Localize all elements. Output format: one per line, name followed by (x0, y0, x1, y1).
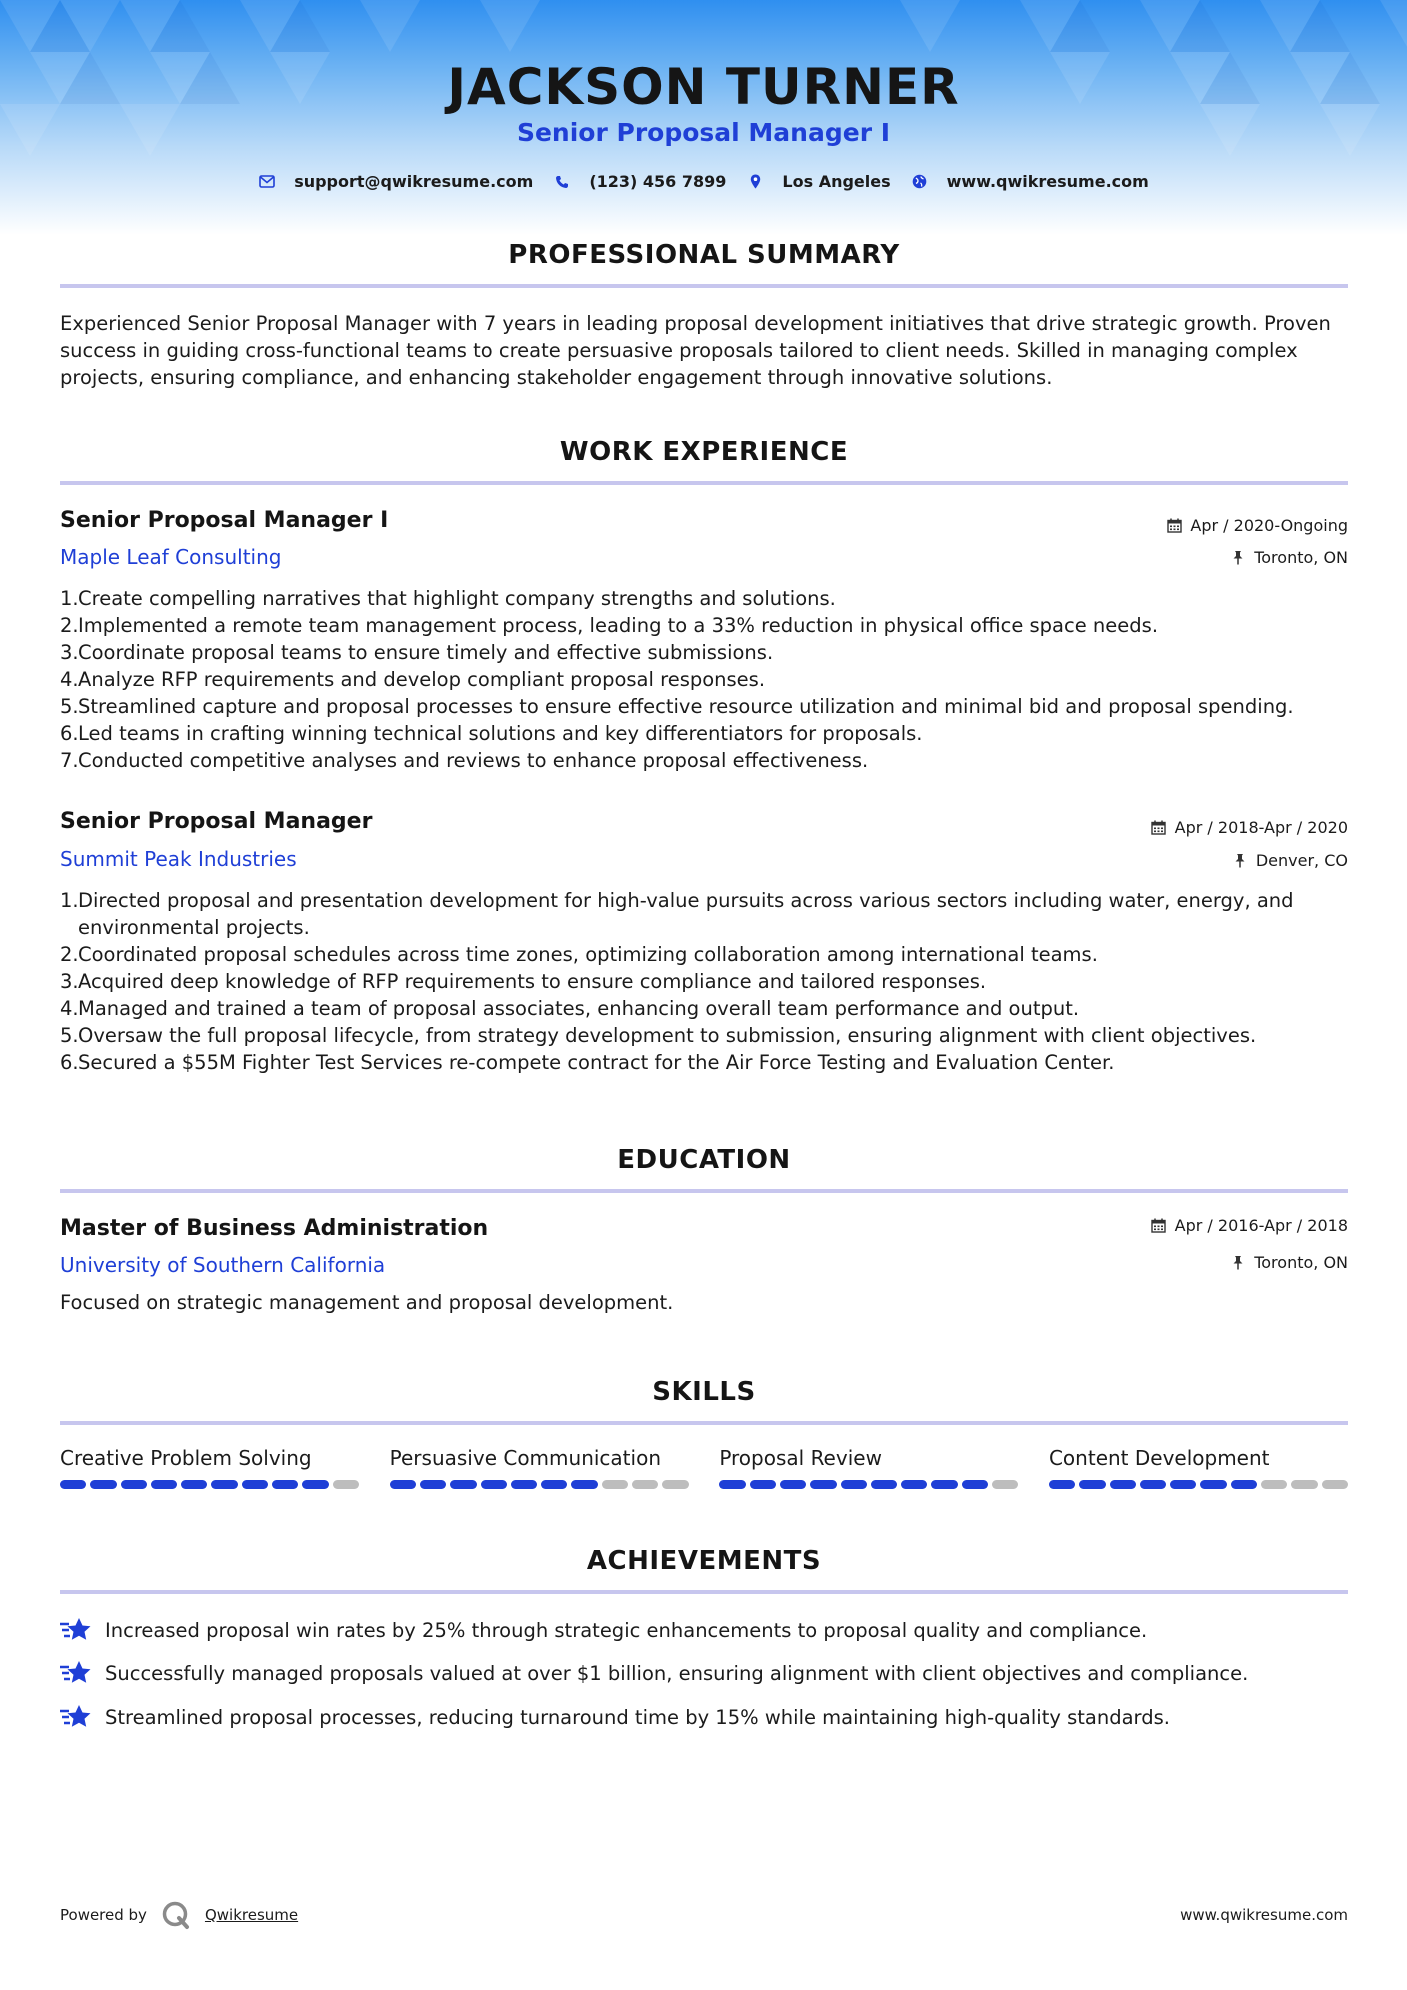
achievement-item (60, 1659, 1350, 1687)
skill-dot (60, 1480, 86, 1489)
contact-location (746, 172, 890, 191)
skill-rating (60, 1480, 359, 1489)
experience-heading: WORK EXPERIENCE (559, 437, 849, 467)
skill-dot (302, 1480, 328, 1489)
list-item: 4. Analyze RFP requirements and develop compliant proposal responses. (60, 668, 766, 691)
skill-dot (211, 1480, 237, 1489)
skill-dot (841, 1480, 867, 1489)
skill-name: Proposal Review (719, 1446, 882, 1470)
education-dates-text: Apr / 2016-Apr / 2018 (1174, 1216, 1348, 1235)
list-item: 2. Implemented a remote team management process, leading to a 33% reduction in physical office space needs. (60, 614, 1159, 637)
skill-name: Content Development (1048, 1446, 1270, 1470)
list-item: 1. Create compelling narratives that highlight company strengths and solutions. (60, 587, 836, 610)
achievements-heading: ACHIEVEMENTS (586, 1546, 822, 1576)
skill-dot (871, 1480, 897, 1489)
skill-dot (602, 1480, 628, 1489)
skill-dot (810, 1480, 836, 1489)
list-item: 5. Streamlined capture and proposal processes to ensure effective resource utilization and minimal bid and proposal spending. (60, 695, 1294, 718)
education-dates (1151, 1216, 1348, 1235)
pushpin-icon (1230, 1255, 1246, 1271)
list-item: 7. Conducted competitive analyses and reviews to enhance proposal effectiveness. (60, 749, 869, 772)
qwikresume-link[interactable]: Qwikresume (204, 1906, 299, 1924)
job-1-company: Maple Leaf Consulting (60, 545, 282, 569)
job-2-location-text: Denver, CO (1255, 851, 1348, 870)
achievement-text: Increased proposal win rates by 25% through strategic enhancements to proposal quality and compliance. (105, 1618, 1148, 1642)
list-item: 6. Secured a $55M Fighter Test Services re-compete contract for the Air Force Testing and Evaluation Center. (60, 1051, 1115, 1074)
skills-list (60, 1446, 1348, 1489)
skill-name: Persuasive Communication (389, 1446, 661, 1470)
contact-bar (0, 172, 1407, 191)
skill-dot (390, 1480, 416, 1489)
skill-dot (901, 1480, 927, 1489)
skill-dot (242, 1480, 268, 1489)
skill-dot (992, 1480, 1018, 1489)
skill-dot (272, 1480, 298, 1489)
skill-dot (1231, 1480, 1257, 1489)
skill-item (390, 1446, 689, 1489)
calendar-icon (1166, 518, 1182, 534)
contact-phone-text: (123) 456 7899 (589, 172, 727, 191)
skill-dot (1261, 1480, 1287, 1489)
summary-divider (60, 284, 1348, 288)
calendar-icon (1151, 820, 1167, 836)
skill-item (719, 1446, 1018, 1489)
pushpin-icon (1230, 550, 1246, 566)
skill-dot (450, 1480, 476, 1489)
skill-dot (420, 1480, 446, 1489)
skill-dot (121, 1480, 147, 1489)
skill-dot (1170, 1480, 1196, 1489)
skill-dot (90, 1480, 116, 1489)
list-item: 3. Acquired deep knowledge of RFP requirements to ensure compliance and tailored responses. (60, 970, 987, 993)
job-1-location (1230, 548, 1348, 567)
contact-location-text: Los Angeles (782, 172, 891, 191)
skill-dot (962, 1480, 988, 1489)
pushpin-icon (1232, 853, 1248, 869)
contact-website-text: www.qwikresume.com (946, 172, 1149, 191)
skill-rating (390, 1480, 689, 1489)
summary-heading: PROFESSIONAL SUMMARY (508, 240, 900, 270)
skill-item (60, 1446, 359, 1489)
job-1-dates (1166, 516, 1348, 535)
contact-phone[interactable] (553, 172, 726, 191)
skill-dot (541, 1480, 567, 1489)
education-heading: EDUCATION (617, 1145, 791, 1175)
skill-dot (151, 1480, 177, 1489)
job-2-title: Senior Proposal Manager (60, 809, 373, 834)
list-item: 5. Oversaw the full proposal lifecycle, from strategy development to submission, ensuring alignment with client objectives. (60, 1024, 1257, 1047)
skill-dot (333, 1480, 359, 1489)
contact-website[interactable] (911, 172, 1149, 191)
job-2-dates (1151, 818, 1348, 837)
skill-dot (571, 1480, 597, 1489)
job-2-bullets (60, 887, 1350, 1076)
skill-name: Creative Problem Solving (60, 1446, 312, 1470)
skills-heading: SKILLS (652, 1377, 756, 1407)
achievements-divider (60, 1590, 1348, 1594)
job-2-company: Summit Peak Industries (60, 847, 297, 871)
skill-item (1049, 1446, 1348, 1489)
footer-powered-by (60, 1900, 298, 1930)
skill-dot (719, 1480, 745, 1489)
education-location-text: Toronto, ON (1254, 1253, 1348, 1272)
list-item: 2. Coordinated proposal schedules across time zones, optimizing collaboration among international teams. (60, 943, 1098, 966)
list-item: 4. Managed and trained a team of proposal associates, enhancing overall team performance and output. (60, 997, 1080, 1020)
skill-dot (662, 1480, 688, 1489)
skills-divider (60, 1421, 1348, 1425)
star-icon (60, 1616, 92, 1644)
achievement-item (60, 1703, 1350, 1731)
footer-url[interactable]: www.qwikresume.com (1180, 1906, 1348, 1924)
education-degree: Master of Business Administration (60, 1216, 489, 1241)
skill-dot (632, 1480, 658, 1489)
education-school: University of Southern California (60, 1253, 386, 1277)
education-location (1230, 1253, 1348, 1272)
list-item: 1. Directed proposal and presentation development for high-value pursuits across various sectors including water, energy, and environmental projects. (60, 889, 1294, 939)
skill-dot (1140, 1480, 1166, 1489)
calendar-icon (1151, 1218, 1167, 1234)
education-description: Focused on strategic management and proposal development. (60, 1291, 674, 1314)
star-icon (60, 1703, 92, 1731)
job-1-location-text: Toronto, ON (1254, 548, 1348, 567)
map-pin-icon (746, 173, 764, 191)
skill-dot (511, 1480, 537, 1489)
qwikresume-logo-icon (161, 1900, 191, 1930)
summary-text: Experienced Senior Proposal Manager with 7 years in leading proposal development initiatives that drive strategic growth. Proven success in guiding cross-functional teams to create persuasive proposals tailored to client needs. Skilled in managing complex projects, ensuring compliance, and enhancing stakeholder engagement through innovative solutions. (60, 312, 1331, 389)
skill-rating (719, 1480, 1018, 1489)
skill-dot (1291, 1480, 1317, 1489)
phone-icon (553, 173, 571, 191)
skill-dot (931, 1480, 957, 1489)
achievement-text: Streamlined proposal processes, reducing turnaround time by 15% while maintaining high-quality standards. (105, 1705, 1170, 1729)
education-divider (60, 1189, 1348, 1193)
skill-dot (481, 1480, 507, 1489)
skill-dot (181, 1480, 207, 1489)
skill-dot (1200, 1480, 1226, 1489)
skill-rating (1049, 1480, 1348, 1489)
globe-icon (911, 173, 929, 191)
list-item: 3. Coordinate proposal teams to ensure timely and effective submissions. (60, 641, 774, 664)
skill-dot (1110, 1480, 1136, 1489)
job-2-location (1232, 851, 1348, 870)
achievement-item (60, 1616, 1350, 1644)
skill-dot (1322, 1480, 1348, 1489)
job-2-dates-text: Apr / 2018-Apr / 2020 (1174, 818, 1348, 837)
job-1-dates-text: Apr / 2020-Ongoing (1190, 516, 1348, 535)
star-icon (60, 1659, 92, 1687)
skill-dot (1079, 1480, 1105, 1489)
list-item: 6. Led teams in crafting winning technical solutions and key differentiators for proposals. (60, 722, 923, 745)
job-1-title: Senior Proposal Manager I (60, 508, 389, 533)
job-1-bullets (60, 585, 1350, 774)
skill-dot (1049, 1480, 1075, 1489)
experience-divider (60, 481, 1348, 485)
envelope-icon (258, 173, 276, 191)
skill-dot (780, 1480, 806, 1489)
candidate-title: Senior Proposal Manager I (516, 118, 891, 147)
contact-email[interactable] (258, 172, 533, 191)
achievement-text: Successfully managed proposals valued at over $1 billion, ensuring alignment with client objectives and compliance. (105, 1661, 1249, 1685)
powered-by-label: Powered by (60, 1906, 147, 1924)
skill-dot (750, 1480, 776, 1489)
candidate-name: JACKSON TURNER (447, 58, 960, 116)
contact-email-text: support@qwikresume.com (294, 172, 534, 191)
